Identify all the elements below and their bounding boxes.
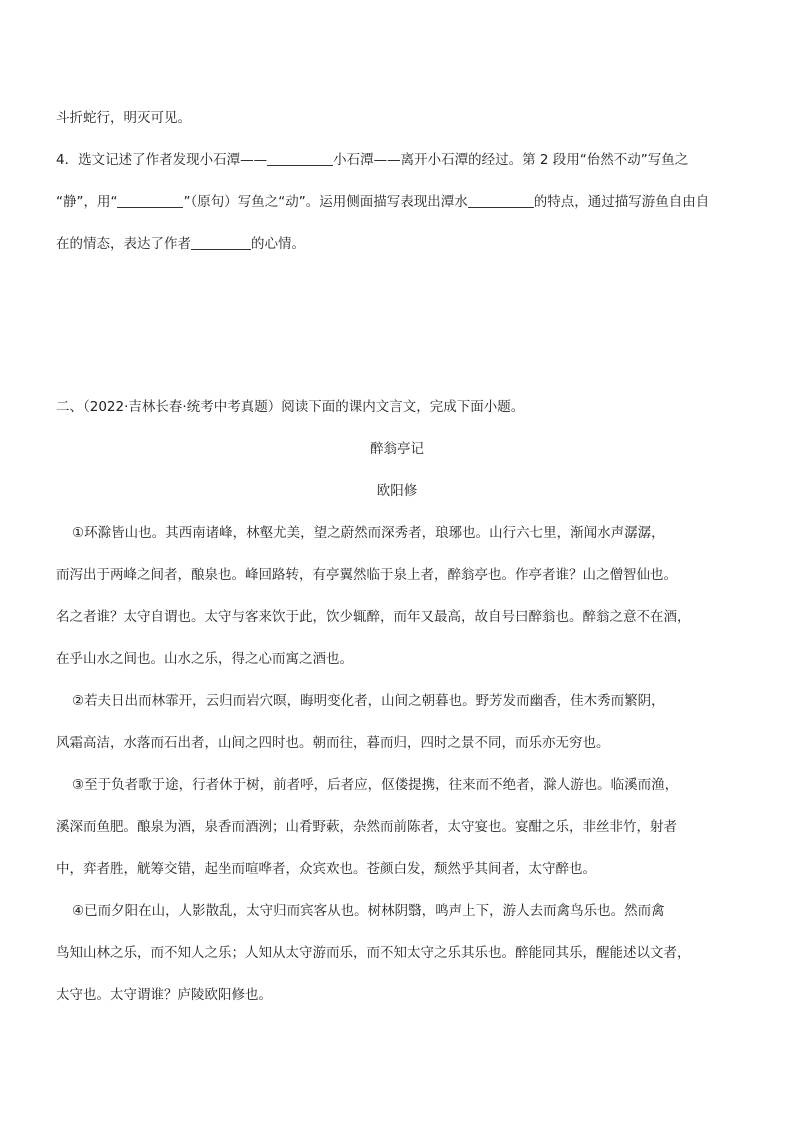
question-4-line-1 [56, 150, 746, 170]
answer-blank-1[interactable] [267, 151, 333, 166]
paragraph-1-line: 名之者谁？太守自谓也。太守与客来饮于此，饮少辄醉，而年又最高，故自号曰醉翁也。醉翁之意不在酒， [56, 609, 691, 625]
paragraph-1-line: 在乎山水之间也。山水之乐，得之心而寓之酒也。 [56, 651, 353, 667]
paragraph-4-line: 鸟知山林之乐，而不知人之乐；人知从太守游而乐，而不知太守之乐其乐也。醉能同其乐，醒能述以文者， [56, 945, 691, 961]
paragraph-3-line: ③至于负者歌于途，行者休于树，前者呼，后者应，伛偻提携，往来而不绝者，滁人游也。临溪而渔， [72, 777, 679, 793]
paragraph-1-line: ①环滁皆山也。其西南诸峰，林壑尤美，望之蔚然而深秀者，琅琊也。山行六七里，渐闻水声潺潺， [72, 525, 665, 541]
q4-text: 的特点，通过描写游鱼自由自 [533, 194, 710, 210]
paragraph-4-line: 太守也。太守谓谁？庐陵欧阳修也。 [56, 987, 272, 1003]
q4-text: “静”，用“ [56, 194, 118, 210]
q4-text: ”（原句）写鱼之“动”。运用侧面描写表现出潭水 [183, 194, 468, 210]
section-2-heading: 二、（2022·吉林长春·统考中考真题）阅读下面的课内文言文，完成下面小题。 [56, 399, 525, 415]
q4-text: 的心情。 [251, 236, 305, 252]
paragraph-2-line: ②若夫日出而林霏开，云归而岩穴暝，晦明变化者，山间之朝暮也。野芳发而幽香，佳木秀而繁阴， [72, 693, 665, 709]
answer-blank-2[interactable] [117, 193, 183, 208]
paragraph-1-line: 而泻出于两峰之间者，酿泉也。峰回路转，有亭翼然临于泉上者，醉翁亭也。作亭者谁？山之僧智仙也。 [56, 567, 677, 583]
question-4-line-2 [56, 192, 746, 212]
q4-text: 在的情态，表达了作者 [56, 236, 191, 252]
q4-text: 小石潭——离开小石潭的经过。第 2 段用“佁然不动”写鱼之 [333, 152, 689, 168]
answer-blank-3[interactable] [468, 193, 534, 208]
paragraph-3-line: 中，弈者胜，觥筹交错，起坐而喧哗者，众宾欢也。苍颜白发，颓然乎其间者，太守醉也。 [56, 861, 596, 877]
answer-blank-4[interactable] [191, 235, 251, 250]
paragraph-3-line: 溪深而鱼肥。酿泉为酒，泉香而酒洌；山肴野蔌，杂然而前陈者，太守宴也。宴酣之乐，非丝非竹，射者 [56, 819, 677, 835]
passage-title: 醉翁亭记 [370, 441, 424, 457]
prev-question-tail: 斗折蛇行，明灭可见。 [56, 110, 191, 126]
paragraph-4-line: ④已而夕阳在山，人影散乱，太守归而宾客从也。树林阴翳，鸣声上下，游人去而禽鸟乐也。然而禽 [72, 903, 665, 919]
q4-text: 4．选文记述了作者发现小石潭—— [56, 152, 268, 168]
passage-author: 欧阳修 [376, 483, 418, 499]
paragraph-2-line: 风霜高洁，水落而石出者，山间之四时也。朝而往，暮而归，四时之景不同，而乐亦无穷也。 [56, 735, 610, 751]
question-4-line-3 [56, 234, 746, 254]
